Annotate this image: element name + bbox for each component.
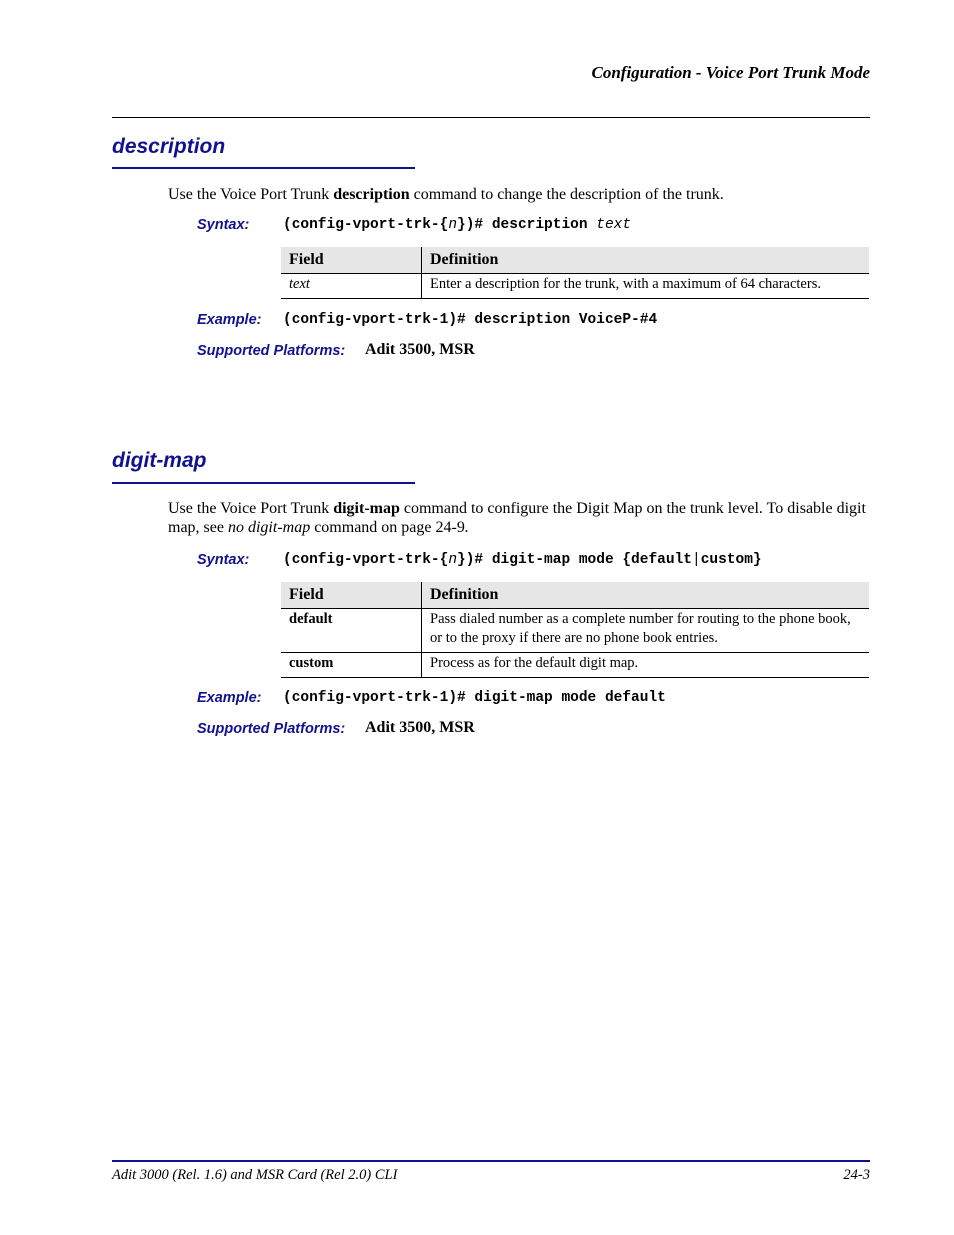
field-table-description bbox=[281, 247, 869, 299]
running-header: Configuration - Voice Port Trunk Mode bbox=[591, 63, 870, 82]
section-title-description: description bbox=[112, 135, 226, 158]
platforms-label: Supported Platforms: bbox=[197, 721, 346, 737]
example-code: (config-vport-trk-1)# description VoiceP-#4 bbox=[283, 312, 658, 328]
syntax-param: n bbox=[448, 217, 458, 233]
syntax-code bbox=[283, 552, 762, 568]
header-rule bbox=[112, 117, 870, 118]
command-name: digit-map bbox=[333, 500, 400, 517]
platforms-value: Adit 3500, MSR bbox=[365, 719, 475, 736]
syntax-label: Syntax: bbox=[197, 552, 250, 568]
cross-reference-link[interactable]: no digit-map bbox=[227, 519, 311, 536]
section-underline bbox=[112, 167, 415, 169]
platforms-value: Adit 3500, MSR bbox=[365, 341, 475, 358]
definition-cell: Process as for the default digit map. bbox=[422, 653, 870, 678]
description-intro bbox=[168, 185, 870, 204]
field-cell: default bbox=[281, 609, 422, 653]
syntax-part: })# digit-map mode {default bbox=[457, 552, 692, 568]
table-header-row bbox=[281, 247, 869, 274]
footer-doc-title: Adit 3000 (Rel. 1.6) and MSR Card (Rel 2.0) CLI bbox=[112, 1167, 398, 1183]
field-cell: text bbox=[281, 274, 422, 299]
intro-text: command to configure the Digit Map on the trunk level. To disable digit map, see bbox=[168, 500, 866, 536]
command-name: description bbox=[333, 186, 410, 203]
footer-rule bbox=[112, 1160, 870, 1162]
intro-text: . bbox=[464, 519, 469, 536]
intro-text: command on page 24-9 bbox=[310, 519, 465, 536]
table-header-row bbox=[281, 582, 869, 609]
table-header-field: Field bbox=[281, 582, 422, 609]
example-label: Example: bbox=[197, 312, 262, 328]
syntax-param: n bbox=[448, 552, 458, 568]
footer-page-number: 24-3 bbox=[843, 1167, 870, 1183]
syntax-separator: | bbox=[691, 552, 701, 568]
intro-text: Use the Voice Port Trunk bbox=[168, 186, 334, 203]
syntax-code bbox=[283, 217, 631, 233]
definition-cell: Pass dialed number as a complete number for routing to the phone book, or to the proxy if there are no phone book entries. bbox=[422, 609, 870, 653]
intro-text: command to change the description of the trunk. bbox=[409, 186, 724, 203]
table-row bbox=[281, 274, 869, 299]
intro-text: Use the Voice Port Trunk bbox=[168, 500, 334, 517]
digit-map-intro bbox=[168, 499, 870, 537]
syntax-part: })# description bbox=[457, 217, 597, 233]
platforms-label: Supported Platforms: bbox=[197, 343, 346, 359]
field-table-digit-map bbox=[281, 582, 869, 678]
syntax-label: Syntax: bbox=[197, 217, 250, 233]
table-header-definition: Definition bbox=[422, 582, 870, 609]
example-code: (config-vport-trk-1)# digit-map mode default bbox=[283, 690, 666, 706]
syntax-part: custom} bbox=[700, 552, 762, 568]
table-row bbox=[281, 653, 869, 678]
table-header-definition: Definition bbox=[422, 247, 870, 274]
field-cell: custom bbox=[281, 653, 422, 678]
example-label: Example: bbox=[197, 690, 262, 706]
section-title-digit-map: digit-map bbox=[112, 449, 207, 472]
table-header-field: Field bbox=[281, 247, 422, 274]
section-underline bbox=[112, 482, 415, 484]
syntax-part: (config-vport-trk-{ bbox=[283, 552, 449, 568]
table-row bbox=[281, 609, 869, 653]
syntax-part: (config-vport-trk-{ bbox=[283, 217, 449, 233]
definition-cell: Enter a description for the trunk, with a maximum of 64 characters. bbox=[422, 274, 870, 299]
syntax-arg: text bbox=[596, 217, 632, 233]
